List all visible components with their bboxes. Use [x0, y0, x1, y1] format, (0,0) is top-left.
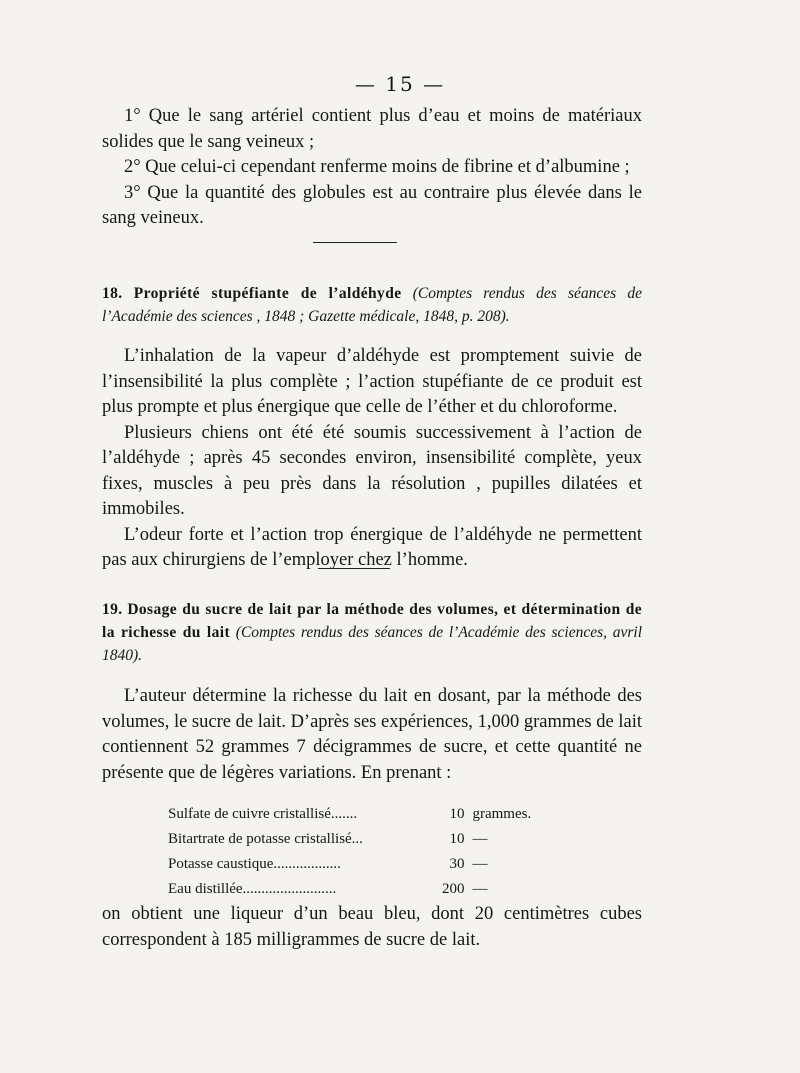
section-19-title: Dosage du sucre de lait par la méthode des volumes, et détermination de la richesse du lait: [102, 601, 642, 641]
section-18-paragraph-2: Plusieurs chiens ont été été soumis successivement à l’action de l’aldéhyde ; après 45 secondes environ, insensibilité complète, yeux fixes, muscles à peu près dans la résolution , pupilles dilatées et immobiles.: [102, 422, 642, 519]
section-19-heading: [102, 598, 642, 667]
section-18-number: 18.: [102, 285, 123, 302]
section-19-number: 19.: [102, 601, 123, 618]
recipe-unit: —: [472, 831, 488, 847]
recipe-substance: Sulfate de cuivre cristallisé.......: [168, 806, 358, 822]
section-19-paragraph: L’auteur détermine la richesse du lait en dosant, par la méthode des volumes, le sucre de lait. D’après ses expériences, 1,000 grammes de lait contiennent 52 grammes 7 décigrammes de sucre, et cette quantité ne présente que de légères variations. En prenant :: [102, 686, 642, 783]
recipe-quantity: 10: [449, 831, 465, 847]
recipe-unit: —: [472, 856, 488, 872]
section-18-body: [102, 344, 642, 574]
section-19-conclusion-block: [102, 902, 642, 953]
recipe-substance: Potasse caustique..................: [168, 856, 341, 872]
section-19-conclusion: on obtient une liqueur d’un beau bleu, dont 20 centimètres cubes correspondent à 185 milligrammes de sucre de lait.: [102, 904, 642, 950]
recipe-quantity: 30: [449, 856, 465, 872]
intro-line-2: 2° Que celui-ci cependant renferme moins de fibrine et d’albumine ;: [124, 157, 630, 177]
section-18-heading: [102, 282, 642, 328]
section-18-title: Propriété stupéfiante de l’aldéhyde: [133, 285, 402, 302]
section-18-paragraph-1: L’inhalation de la vapeur d’aldéhyde est promptement suivie de l’insensibilité la plus complète ; l’action stupéfiante de ce produit est plus prompte et plus énergique que celle de l’éther et du chloroforme.: [102, 346, 642, 417]
recipe-unit: —: [472, 881, 488, 897]
section-divider: [313, 242, 397, 243]
recipe-unit: grammes.: [472, 806, 532, 822]
recipe-row: [168, 827, 548, 852]
recipe-quantity: 200: [441, 881, 465, 897]
recipe-substance: Bitartrate de potasse cristallisé...: [168, 831, 363, 847]
recipe-row: [168, 802, 548, 827]
section-19-body: [102, 684, 642, 786]
intro-block: [102, 104, 642, 232]
section-18-source: (Comptes rendus des séances de l’Académie des sciences , 1848 ; Gazette médicale, 1848, p. 208).: [102, 285, 643, 325]
section-19-source: (Comptes rendus des séances de l’Académie des sciences, avril 1840).: [102, 624, 642, 664]
recipe-row: [168, 877, 548, 902]
intro-line-3: 3° Que la quantité des globules est au contraire plus élevée dans le sang veineux.: [102, 182, 642, 228]
section-18-paragraph-3: L’odeur forte et l’action trop énergique de l’aldéhyde ne permettent pas aux chirurgiens de l’employer chez l’homme.: [102, 524, 642, 570]
intro-line-1: 1° Que le sang artériel contient plus d’eau et moins de matériaux solides que le sang veineux ;: [102, 106, 642, 152]
recipe-substance: Eau distillée.........................: [168, 881, 337, 897]
recipe-row: [168, 852, 548, 877]
recipe-table: [168, 802, 548, 902]
recipe-quantity: 10: [449, 806, 465, 822]
section-divider-2: [318, 568, 390, 569]
page-number: — 15 —: [354, 72, 446, 96]
